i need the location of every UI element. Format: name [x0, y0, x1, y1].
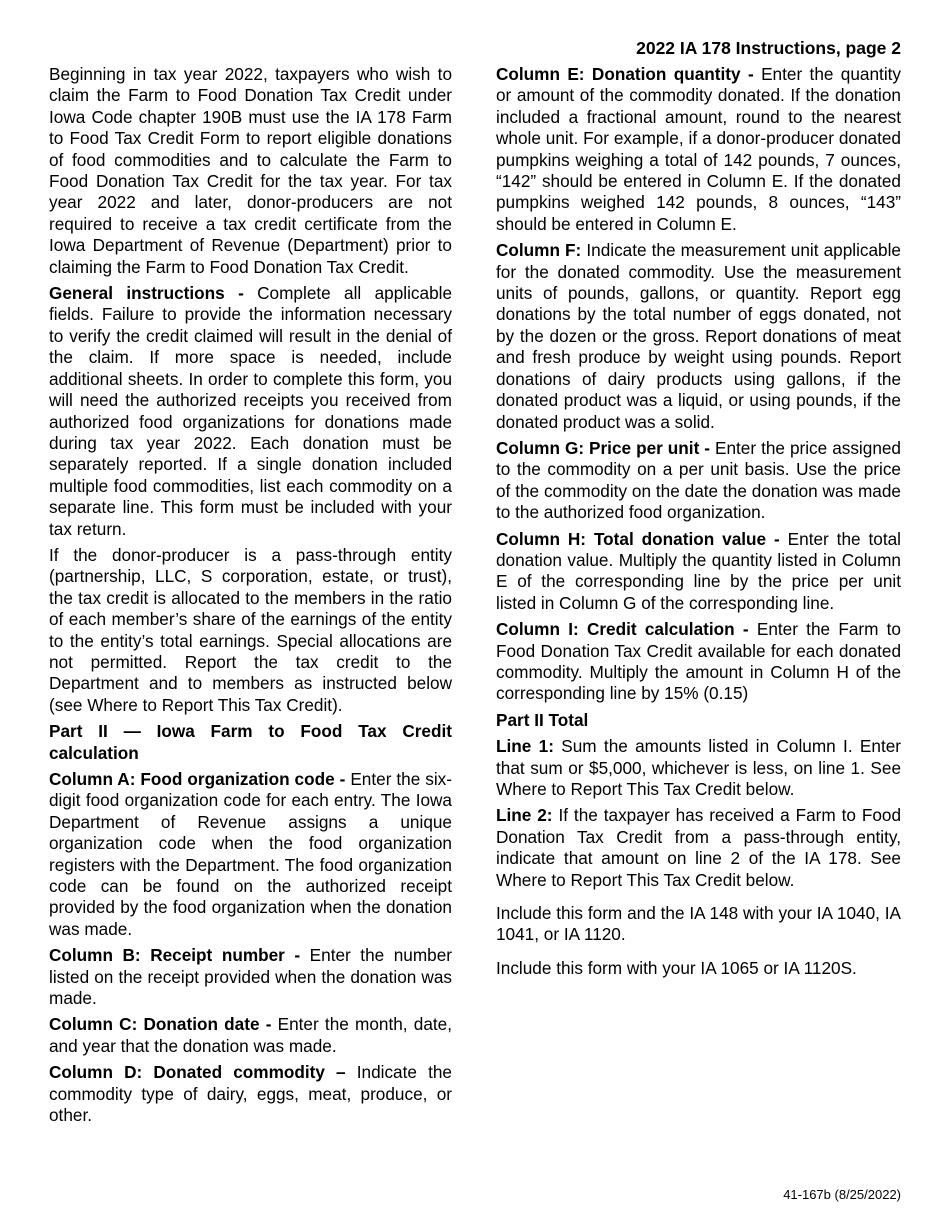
column-c-text: Enter the month, date, and year that the donation was made. [49, 1014, 452, 1056]
column-a-instructions [49, 769, 452, 940]
line-2-instructions [496, 805, 901, 891]
include-form-note-2: Include this form with your IA 1065 or IA 1120S. [496, 957, 857, 978]
column-c-label: Column C: Donation date - [49, 1014, 272, 1035]
column-d-text: Indicate the commodity type of dairy, eggs, meat, produce, or other. [49, 1062, 452, 1126]
form-id-footer: 41-167b (8/25/2022) [783, 1187, 901, 1202]
column-h-text: Enter the total donation value. Multiply the quantity listed in Column E of the corresponding line by the price per unit listed in Column G of the corresponding line. [496, 528, 901, 613]
column-f-label: Column F: [496, 240, 582, 261]
column-g-label: Column G: Price per unit - [496, 437, 711, 458]
general-instructions-text: Complete all applicable fields. Failure to provide the information necessary to verify the credit claimed will result in the denial of the claim. If more space is needed, include additional sheets. In order to complete this form, you will need the authorized receipts you received from authorized food organizations for donations made during tax year 2022. Each donation must be separately reported. If a single donation included multiple food commodities, list each commodity on a separate line. This form must be included with your tax return. [49, 283, 453, 539]
column-b-instructions [49, 945, 452, 1009]
pass-through-paragraph: If the donor-producer is a pass-through entity (partnership, LLC, S corporation, estate, or trust), the tax credit is allocated to the members in the ratio of each member’s share of the earnings of the entity to the entity’s total earnings. Special allocations are not permitted. Report the tax credit to the Department and to members as instructed below (see Where to Report This Tax Credit). [49, 544, 452, 715]
column-g-text: Enter the price assigned to the commodity on a per unit basis. Use the price of the commodity on the date the donation was made to the authorized food organization. [496, 437, 901, 523]
column-i-label: Column I: Credit calculation - [496, 619, 749, 640]
line-1-text: Sum the amounts listed in Column I. Enter that sum or $5,000, whichever is less, on line 1. See Where to Report This Tax Credit below. [496, 736, 901, 799]
right-column [496, 64, 901, 984]
include-form-note-1: Include this form and the IA 148 with your IA 1040, IA 1041, or IA 1120. [496, 903, 901, 945]
column-e-instructions [496, 64, 901, 235]
column-i-instructions [496, 619, 901, 705]
column-a-label: Column A: Food organization code - [49, 769, 346, 789]
column-d-label: Column D: Donated commodity – [49, 1062, 346, 1083]
left-column [49, 64, 452, 1132]
part2-total-heading: Part II Total [496, 709, 589, 730]
column-g-instructions [496, 438, 901, 524]
column-a-text: Enter the six-digit food organization code for each entry. The Iowa Department of Revenue assigns a unique organization code when the food organization registers with the Department. The food organization code can be found on the authorized receipt provided by the food organization when the donation was made. [49, 769, 452, 939]
column-f-instructions [496, 240, 901, 433]
page-header: 2022 IA 178 Instructions, page 2 [636, 38, 901, 58]
column-b-text: Enter the number listed on the receipt provided when the donation was made. [49, 945, 453, 1009]
line-2-text: If the taxpayer has received a Farm to Food Donation Tax Credit from a pass-through entity, indicate that amount on line 2 of the IA 178. See Where to Report This Tax Credit below. [496, 805, 902, 890]
column-i-text: Enter the Farm to Food Donation Tax Credit available for each donated commodity. Multiply the amount in Column H of the corresponding line by 15% (0.15) [496, 619, 901, 704]
line-1-instructions [496, 736, 901, 800]
intro-paragraph: Beginning in tax year 2022, taxpayers who wish to claim the Farm to Food Donation Tax Credit under Iowa Code chapter 190B must use the IA 178 Farm to Food Tax Credit Form to report eligible donations of food commodities and to calculate the Farm to Food Donation Tax Credit for the tax year. For tax year 2022 and later, donor-producers are not required to receive a tax credit certificate from the Iowa Department of Revenue (Department) prior to claiming the Farm to Food Donation Tax Credit. [49, 64, 452, 277]
column-b-label: Column B: Receipt number - [49, 945, 301, 966]
column-e-label: Column E: Donation quantity - [496, 64, 754, 84]
column-h-label: Column H: Total donation value - [496, 528, 780, 549]
column-f-text: Indicate the measurement unit applicable for the donated commodity. Use the measurement units of pounds, gallons, or quantity. Report egg donations by the total number of eggs donated, not by the dozen or the gross. Report donations of meat and fresh produce by weight using pounds. Report donations of dairy products using gallons, if the donated product was a liquid, or using pounds, if the donated product was a solid. [496, 240, 901, 432]
column-d-instructions [49, 1062, 452, 1126]
part2-heading: Part II — Iowa Farm to Food Tax Credit calculation [49, 721, 452, 763]
general-instructions [49, 283, 452, 540]
general-instructions-label: General instructions - [49, 283, 244, 304]
line-2-label: Line 2: [496, 805, 553, 826]
column-c-instructions [49, 1014, 452, 1057]
line-1-label: Line 1: [496, 736, 554, 757]
column-e-text: Enter the quantity or amount of the commodity donated. If the donation included a fractional amount, round to the nearest whole unit. For example, if a donor-producer donated pumpkins weighing a total of 142 pounds, 7 ounces, “142” should be entered in Column E. If the donated pumpkins weighed 142 pounds, 8 ounces, “143” should be entered in Column E. [496, 64, 902, 234]
column-h-instructions [496, 529, 901, 615]
